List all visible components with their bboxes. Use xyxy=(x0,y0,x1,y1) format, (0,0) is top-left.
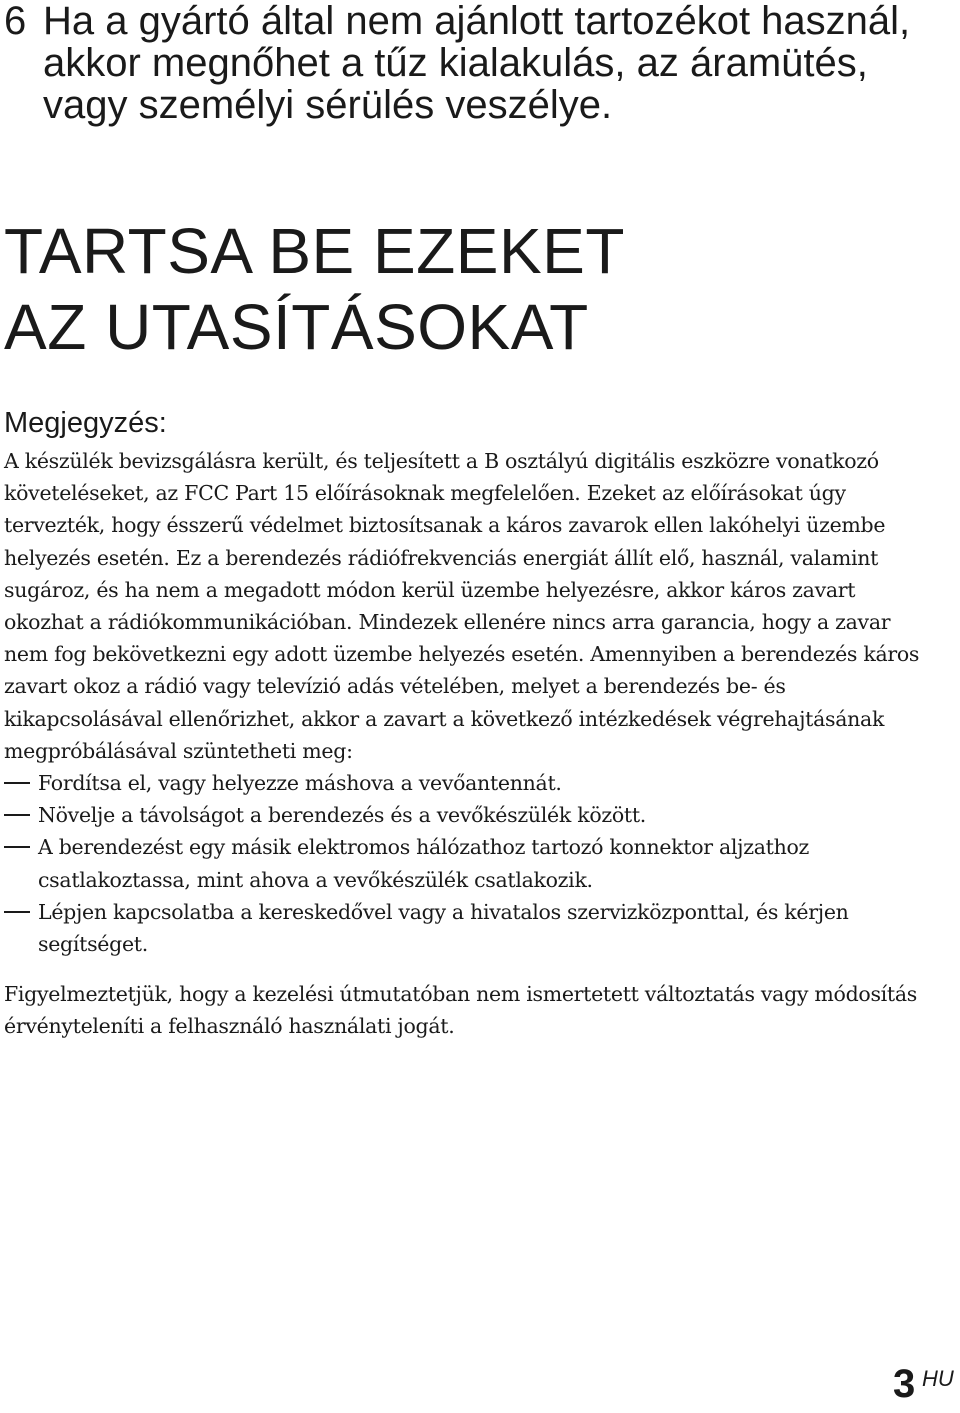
list-item xyxy=(4,831,934,895)
note-body xyxy=(4,445,934,1043)
dash-bullet xyxy=(4,846,30,848)
measures-list xyxy=(4,767,934,960)
safety-item-6 xyxy=(4,0,944,126)
list-item-text: Növelje a távolságot a berendezés és a vevőkészülék között. xyxy=(38,803,646,828)
list-item xyxy=(4,896,934,960)
dash-bullet xyxy=(4,814,30,816)
list-item-text: Lépjen kapcsolatba a kereskedővel vagy a hivatalos szervizközponttal, és kérjen segítséget. xyxy=(38,899,849,957)
section-heading xyxy=(4,213,944,365)
dash-bullet xyxy=(4,911,30,913)
dash-bullet xyxy=(4,782,30,784)
list-item xyxy=(4,767,934,799)
heading-line-1: TARTSA BE EZEKET xyxy=(4,215,625,287)
note-paragraph: A készülék bevizsgálásra került, és teljesített a B osztályú digitális eszközre vonatkozó követeléseket, az FCC Part 15 előírásoknak megfelelően. Ezeket az előírásokat úgy tervezték, hogy ésszerű védelmet biztosítsanak a káros zavarok ellen lakóhelyi üzembe helyezés esetén. Ez a berendezés rádiófrekvenciás energiát állít elő, használ, valamint sugároz, és ha nem a megadott módon kerül üzembe helyezésre, akkor káros zavart okozhat a rádiókommunikációban. Mindezek ellenére nincs arra garancia, hogy a zavar nem fog bekövetkezni egy adott üzembe helyezés esetén. Amennyiben a berendezés káros zavart okoz a rádió vagy televízió adás vételében, melyet a berendezés be- és kikapcsolásával ellenőrizhet, akkor a zavart a következő intézkedések végrehajtásának megpróbálásával szüntetheti meg: xyxy=(4,449,920,763)
item-number: 6 xyxy=(4,0,27,43)
item-text: Ha a gyártó által nem ajánlott tartozékot használ, akkor megnőhet a tűz kialakulás, az áramütés, vagy személyi sérülés veszélye. xyxy=(43,0,911,127)
list-item-text: Fordítsa el, vagy helyezze máshova a vevőantennát. xyxy=(38,771,562,796)
list-item xyxy=(4,799,934,831)
list-item-text: A berendezést egy másik elektromos hálózathoz tartozó konnektor aljzathoz csatlakoztassa, mint ahova a vevőkészülék csatlakozik. xyxy=(38,835,810,892)
page-number: 3 xyxy=(893,1362,916,1406)
note-label: Megjegyzés: xyxy=(4,407,167,439)
language-code: HU xyxy=(922,1366,954,1391)
closing-notice: Figyelmeztetjük, hogy a kezelési útmutatóban nem ismertetett változtatás vagy módosítás érvényteleníti a felhasználó használati jogát. xyxy=(4,982,918,1039)
heading-line-2: AZ UTASÍTÁSOKAT xyxy=(4,291,589,363)
